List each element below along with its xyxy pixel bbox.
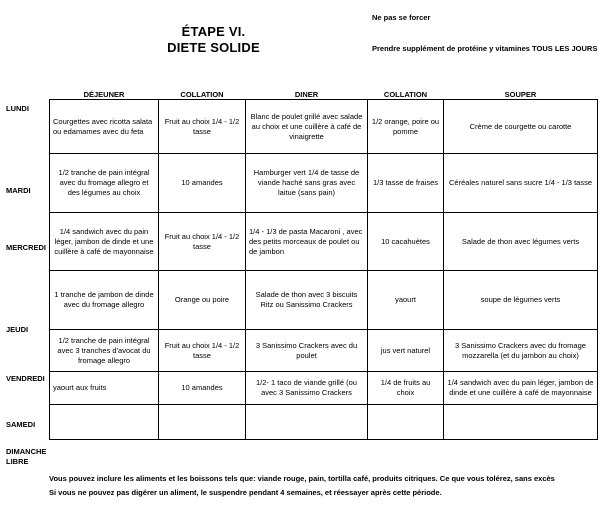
day-label-jeudi: JEUDI: [6, 325, 29, 334]
cell-souper: [444, 405, 598, 440]
cell-souper: Céréales naturel sans sucre 1/4 - 1/3 tasse: [444, 154, 598, 213]
day-label-dimanche: DIMANCHE: [6, 447, 47, 456]
cell-souper: Salade de thon avec légumes verts: [444, 213, 598, 271]
page-subtitle: DIETE SOLIDE: [167, 40, 260, 55]
cell-collation-2: jus vert naturel: [368, 330, 444, 372]
footer-note-digestion: Si vous ne pouvez pas digérer un aliment, le suspendre pendant 4 semaines, et réessayer après cette période.: [49, 488, 442, 497]
cell-collation-1: Fruit au choix 1/4 - 1/2 tasse: [159, 100, 246, 154]
note-supplement: Prendre supplément de protéine y vitamines TOUS LES JOURS: [372, 44, 598, 53]
cell-collation-1: 10 amandes: [159, 372, 246, 405]
cell-collation-2: 1/2 orange, poire ou pomme: [368, 100, 444, 154]
cell-collation-2: 10 cacahuètes: [368, 213, 444, 271]
cell-collation-2: [368, 405, 444, 440]
day-label-libre: LIBRE: [6, 457, 29, 466]
day-label-lundi: LUNDI: [6, 104, 29, 113]
day-label-samedi: SAMEDI: [6, 420, 36, 429]
cell-diner: 3 Sanissimo Crackers avec du poulet: [246, 330, 368, 372]
cell-dejeuner: 1/2 tranche de pain intégral avec du fromage allegro et des légumes au choix: [50, 154, 159, 213]
cell-diner: [246, 405, 368, 440]
day-label-mardi: MARDI: [6, 186, 31, 195]
cell-diner: Salade de thon avec 3 biscuits Ritz ou Sanissimo Crackers: [246, 271, 368, 330]
cell-dejeuner: Courgettes avec ricotta salata ou edamames avec du feta: [50, 100, 159, 154]
cell-collation-1: Fruit au choix 1/4 - 1/2 tasse: [159, 213, 246, 271]
cell-souper: Crème de courgette ou carotte: [444, 100, 598, 154]
cell-dejeuner: [50, 405, 159, 440]
meal-plan-table: [49, 90, 598, 440]
cell-souper: 1/4 sandwich avec du pain léger, jambon de dinde et une cuillère à café de mayonnaise: [444, 372, 598, 405]
column-header-collation-1: COLLATION: [159, 90, 246, 100]
cell-dejeuner: yaourt aux fruits: [50, 372, 159, 405]
table-row: [50, 154, 598, 213]
cell-collation-1: 10 amandes: [159, 154, 246, 213]
table-header-row: [50, 90, 598, 100]
table-row: [50, 330, 598, 372]
cell-collation-1: Orange ou poire: [159, 271, 246, 330]
cell-souper: soupe de légumes verts: [444, 271, 598, 330]
note-top: Ne pas se forcer: [372, 13, 431, 22]
footer-note-allowed-foods: Vous pouvez inclure les aliments et les boissons tels que: viande rouge, pain, tortilla café, produits citriques. Ce que vous tolérez, sans excès: [49, 474, 555, 483]
cell-collation-2: yaourt: [368, 271, 444, 330]
day-label-mercredi: MERCREDI: [6, 243, 47, 252]
cell-souper: 3 Sanissimo Crackers avec du fromage mozzarella (et du jambon au choix): [444, 330, 598, 372]
cell-collation-1: Fruit au choix 1/4 - 1/2 tasse: [159, 330, 246, 372]
page-title: ÉTAPE VI.: [181, 24, 246, 39]
cell-collation-1: [159, 405, 246, 440]
column-header-dejeuner: DÉJEUNER: [50, 90, 159, 100]
table-row: [50, 100, 598, 154]
table-row: [50, 405, 598, 440]
day-label-vendredi: VENDREDI: [6, 374, 45, 383]
cell-diner: 1/4 - 1/3 de pasta Macaroni , avec des petits morceaux de poulet ou de jambon: [246, 213, 368, 271]
table-row: [50, 372, 598, 405]
column-header-diner: DINER: [246, 90, 368, 100]
cell-diner: Blanc de poulet grillé avec salade au choix et une cuillère à café de vinaigrette: [246, 100, 368, 154]
table-row: [50, 271, 598, 330]
cell-dejeuner: 1/4 sandwich avec du pain léger, jambon de dinde et une cuillère à café de mayonnaise: [50, 213, 159, 271]
cell-dejeuner: 1/2 tranche de pain intégral avec 3 tranches d'avocat du fromage allegro: [50, 330, 159, 372]
cell-collation-2: 1/3 tasse de fraises: [368, 154, 444, 213]
cell-dejeuner: 1 tranche de jambon de dinde avec du fromage allegro: [50, 271, 159, 330]
table-row: [50, 213, 598, 271]
column-header-collation-2: COLLATION: [368, 90, 444, 100]
column-header-souper: SOUPER: [444, 90, 598, 100]
cell-diner: Hamburger vert 1/4 de tasse de viande haché sans gras avec laitue (sans pain): [246, 154, 368, 213]
cell-collation-2: 1/4 de fruits au choix: [368, 372, 444, 405]
cell-diner: 1/2- 1 taco de viande grillé (ou avec 3 Sanissimo Crackers: [246, 372, 368, 405]
